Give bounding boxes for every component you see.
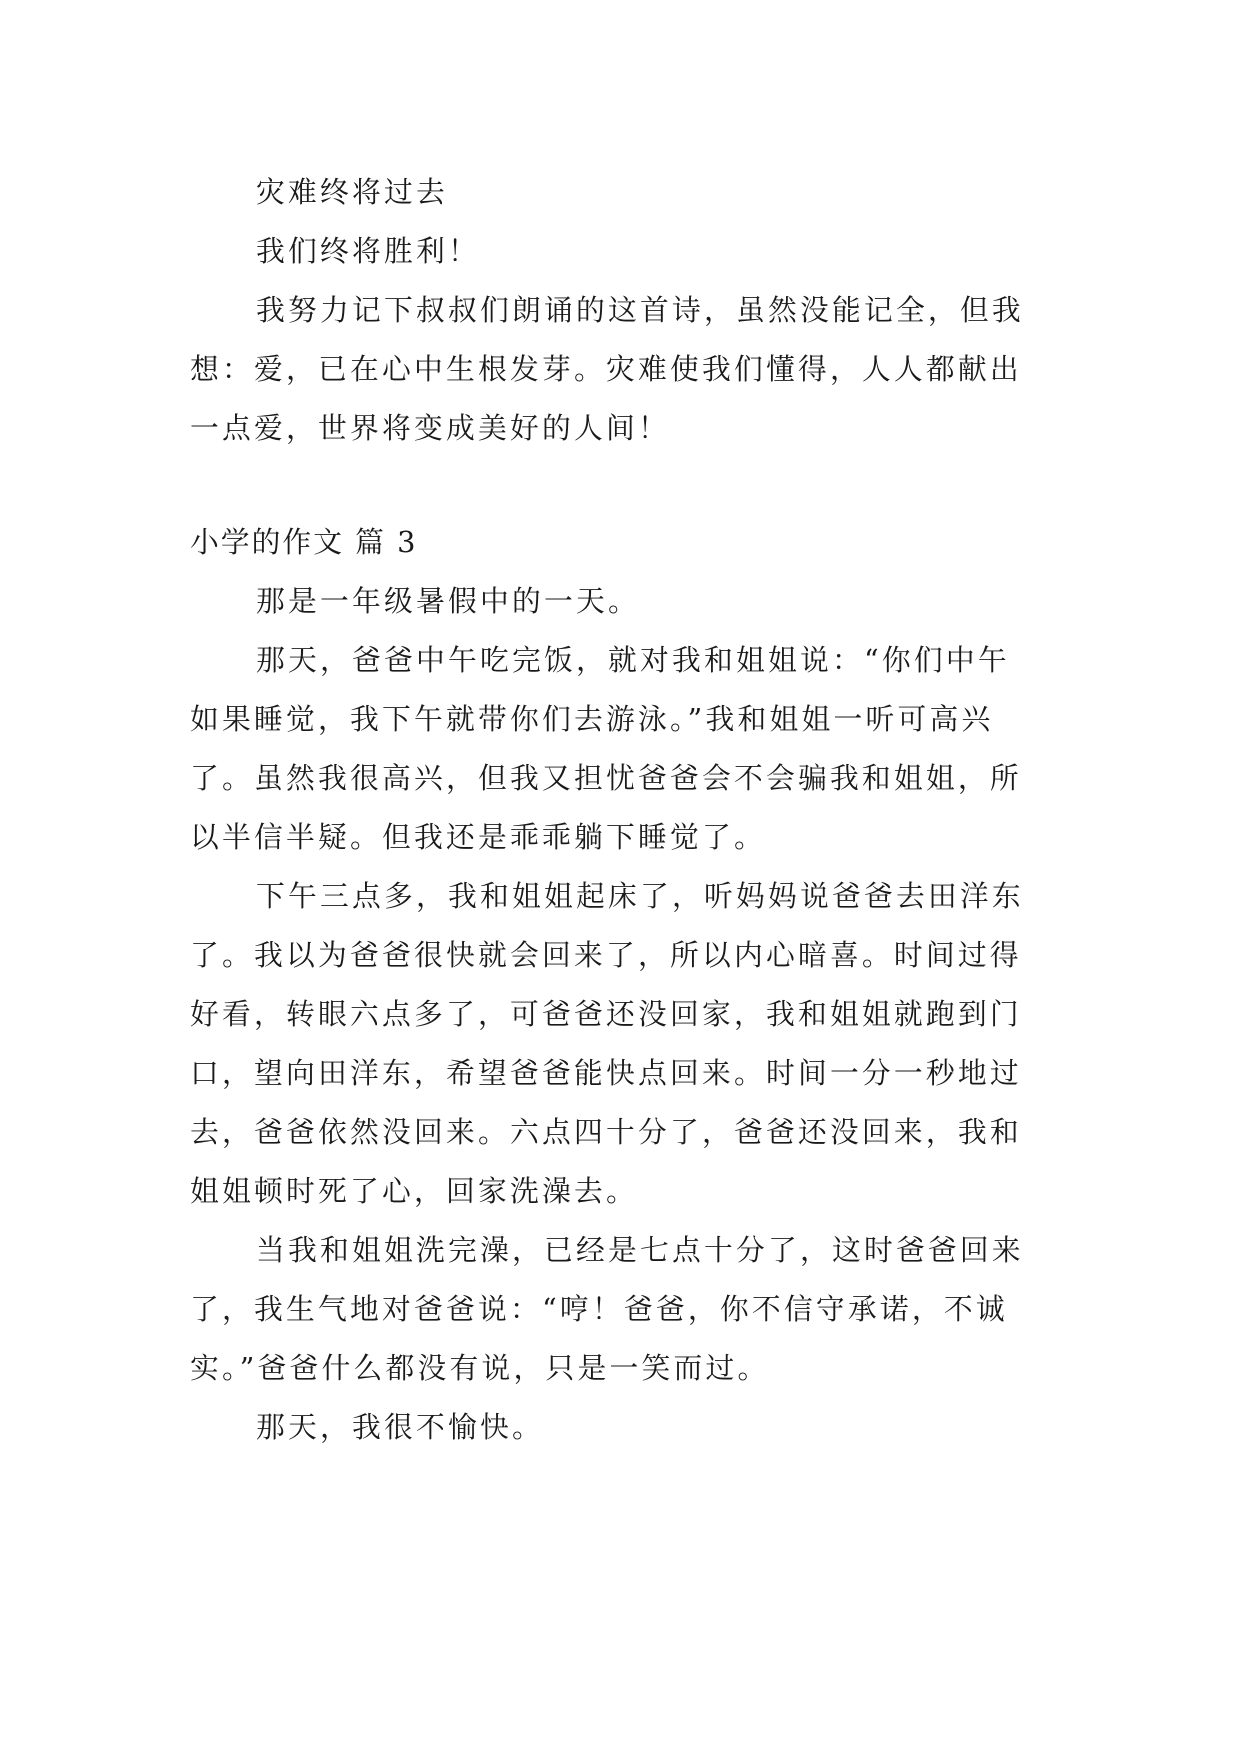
text-line: 那天，我很不愉快。 [256, 1410, 544, 1444]
text-line: 灾难终将过去 [256, 175, 448, 209]
text-line: 那天，爸爸中午吃完饭，就对我和姐姐说：“你们中午 [256, 643, 1010, 677]
text-line: 了。虽然我很高兴，但我又担忧爸爸会不会骗我和姐姐，所 [190, 761, 1022, 795]
paragraph [190, 572, 1058, 631]
text-line: 想：爱，已在心中生根发芽。灾难使我们懂得，人人都献出 [190, 352, 1022, 386]
text-line: 了。我以为爸爸很快就会回来了，所以内心暗喜。时间过得 [190, 938, 1022, 972]
paragraph [190, 281, 1058, 458]
text-line: 那是一年级暑假中的一天。 [256, 584, 640, 618]
text-line: 去，爸爸依然没回来。六点四十分了，爸爸还没回来，我和 [190, 1115, 1022, 1149]
text-line: 我们终将胜利！ [256, 234, 480, 268]
text-line: 姐姐顿时死了心，回家洗澡去。 [190, 1174, 638, 1208]
document-body [190, 163, 1058, 1457]
section-heading: 小学的作文 篇 3 [190, 525, 418, 559]
text-line: 了，我生气地对爸爸说：“哼！爸爸，你不信守承诺，不诚 [190, 1292, 1008, 1326]
text-line: 一点爱，世界将变成美好的人间！ [190, 411, 670, 445]
paragraph [190, 867, 1058, 1221]
section-gap [190, 458, 1058, 513]
text-line: 如果睡觉，我下午就带你们去游泳。”我和姐姐一听可高兴 [190, 702, 994, 736]
paragraph [190, 1398, 1058, 1457]
paragraph [190, 631, 1058, 867]
paragraph [190, 163, 1058, 222]
paragraph [190, 1221, 1058, 1398]
paragraph [190, 222, 1058, 281]
text-line: 口，望向田洋东，希望爸爸能快点回来。时间一分一秒地过 [190, 1056, 1022, 1090]
text-line: 实。”爸爸什么都没有说，只是一笑而过。 [190, 1351, 770, 1385]
text-line: 下午三点多，我和姐姐起床了，听妈妈说爸爸去田洋东 [256, 879, 1024, 913]
text-line: 好看，转眼六点多了，可爸爸还没回家，我和姐姐就跑到门 [190, 997, 1022, 1031]
text-line: 当我和姐姐洗完澡，已经是七点十分了，这时爸爸回来 [256, 1233, 1024, 1267]
text-line: 我努力记下叔叔们朗诵的这首诗，虽然没能记全，但我 [256, 293, 1024, 327]
text-line: 以半信半疑。但我还是乖乖躺下睡觉了。 [190, 820, 766, 854]
